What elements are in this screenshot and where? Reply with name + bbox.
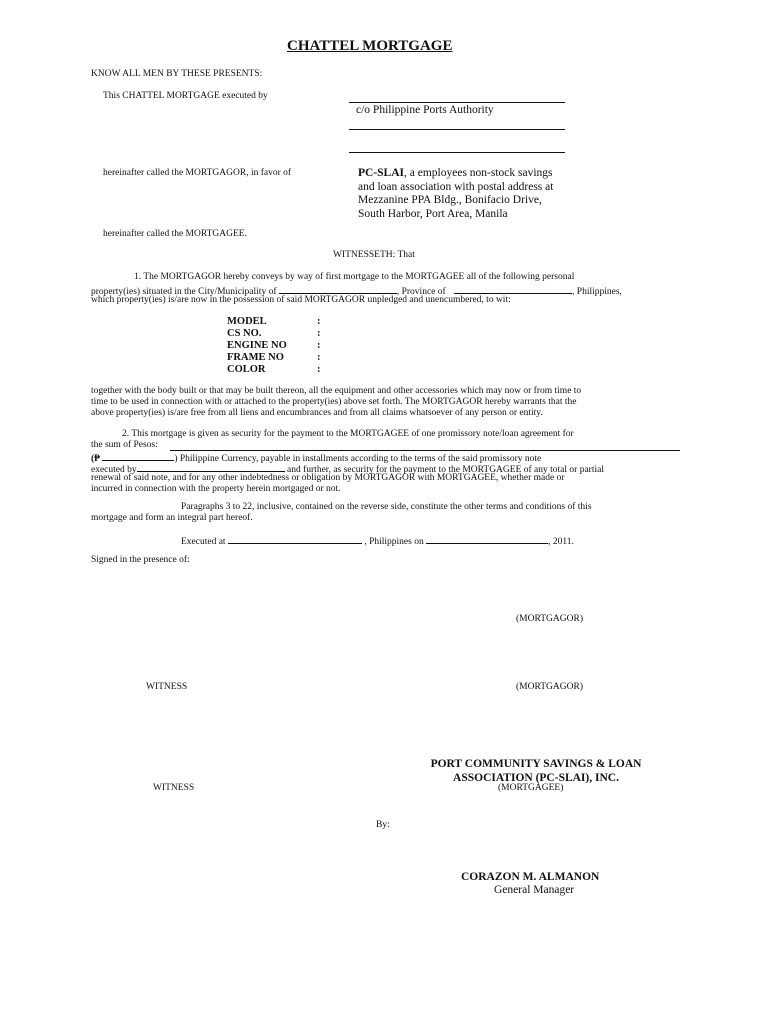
peso-sign: (₱ [91,454,100,464]
para3-line2: mortgage and form an integral part hereof. [91,513,253,523]
signed-presence-text: Signed in the presence of: [91,555,190,565]
para1-philippines-label: , Philippines, [572,287,622,297]
mortgagee-desc-2: and loan association with postal address at [358,180,554,193]
mortgagor-signature-2: (MORTGAGOR) [516,682,583,692]
mortgagee-desc-1: , a employees non-stock savings [404,167,553,179]
spec-row-model [227,316,321,328]
mortgagor-address: c/o Philippine Ports Authority [356,104,494,116]
document-title: CHATTEL MORTGAGE [287,38,453,54]
para1-city-label: property(ies) situated in the City/Municipality of [91,287,277,297]
para2-security-text: and further, as security for the payment to the MORTGAGEE of any total or partial [287,465,604,475]
para2-line5: renewal of said note, and for any other indebtedness or obligation by MORTGAGOR with MORTGAGEE, whether made or [91,473,565,483]
spec-label-cs-no: CS NO. [227,328,262,339]
spec-sep-frame-no: : [317,352,321,363]
witness-signature-1: WITNESS [146,682,188,692]
city-blank[interactable] [279,284,397,294]
vehicle-specs [227,316,321,376]
mortgagee-name: PC-SLAI [358,167,405,179]
executed-date-blank[interactable] [426,534,548,544]
spec-label-color: COLOR [227,364,266,375]
by-label: By: [376,820,390,830]
signatory-name: CORAZON M. ALMANON [461,871,600,883]
spec-row-engine-no [227,340,321,352]
called-mortgagee-text: hereinafter called the MORTGAGEE. [103,229,247,239]
mortgagee-desc-4: South Harbor, Port Area, Manila [358,207,508,220]
para2-line2: the sum of Pesos: [91,440,158,450]
para2-line6: incurred in connection with the property herein mortgaged or not. [91,484,341,494]
province-blank[interactable] [454,284,572,294]
spec-row-color [227,364,321,376]
org-line-2: ASSOCIATION (PC-SLAI), INC. [453,772,619,784]
spec-row-cs-no [227,328,321,340]
para1-line3: which property(ies) is/are now in the possession of said MORTGAGOR unpledged and unencumbered, to wit: [91,295,511,305]
signatory-title: General Manager [494,884,575,896]
together-line3: above property(ies) is/are free from all liens and encumbrances and from all claims whatsoever of any person or entity. [91,408,543,418]
witness-signature-2: WITNESS [153,783,195,793]
mortgagor-line-2[interactable] [349,129,565,130]
spec-sep-model: : [317,316,321,327]
executed-on-label: , Philippines on [364,537,424,547]
executed-by-blank[interactable] [137,462,285,472]
para2-executed-by: executed by [91,465,137,475]
para2-currency-text: ) Philippine Currency, payable in installments according to the terms of the said promissory note [174,454,542,464]
para3-line1: Paragraphs 3 to 22, inclusive, contained on the reverse side, constitute the other terms and conditions of this [181,502,592,512]
spec-sep-cs-no: : [317,328,321,339]
together-line1: together with the body built or that may be built thereon, all the equipment and other accessories which may now or from time to [91,386,582,396]
executed-year: , 2011. [548,537,574,547]
together-line2: time to be used in connection with or attached to the property(ies) above set forth. The MORTGAGOR hereby warrants that the [91,397,577,407]
executed-by-text: This CHATTEL MORTGAGE executed by [103,91,268,101]
mortgagor-line-3[interactable] [349,152,565,153]
executed-at-label: Executed at [181,537,226,547]
mortgagee-organization [405,757,667,785]
executed-place-blank[interactable] [228,534,362,544]
mortgagee-description [358,167,553,221]
para1-province-label: , Province of [396,287,446,297]
in-favor-of-text: hereinafter called the MORTGAGOR, in favor of [103,168,292,178]
mortgagee-desc-3: Mezzanine PPA Bldg., Bonifacio Drive, [358,194,542,206]
know-all-heading: KNOW ALL MEN BY THESE PRESENTS: [91,69,263,79]
pesos-amount-blank[interactable] [102,451,174,461]
para1-line1: 1. The MORTGAGOR hereby conveys by way of first mortgage to the MORTGAGEE all of the following personal [134,272,575,282]
spec-label-engine-no: ENGINE NO [227,340,287,351]
spec-row-frame-no [227,352,321,364]
witnesseth-heading: WITNESSETH: That [333,250,415,260]
spec-label-frame-no: FRAME NO [227,352,284,363]
mortgagor-name-line[interactable] [349,102,565,103]
mortgagee-label: (MORTGAGEE) [498,783,564,793]
mortgagor-signature-1: (MORTGAGOR) [516,614,583,624]
org-line-1: PORT COMMUNITY SAVINGS & LOAN [430,758,642,770]
para2-line1: 2. This mortgage is given as security for the payment to the MORTGAGEE of one promissory note/loan agreement for [122,429,574,439]
spec-sep-color: : [317,364,321,375]
spec-label-model: MODEL [227,316,267,327]
executed-at-line [181,534,574,547]
spec-sep-engine-no: : [317,340,321,351]
